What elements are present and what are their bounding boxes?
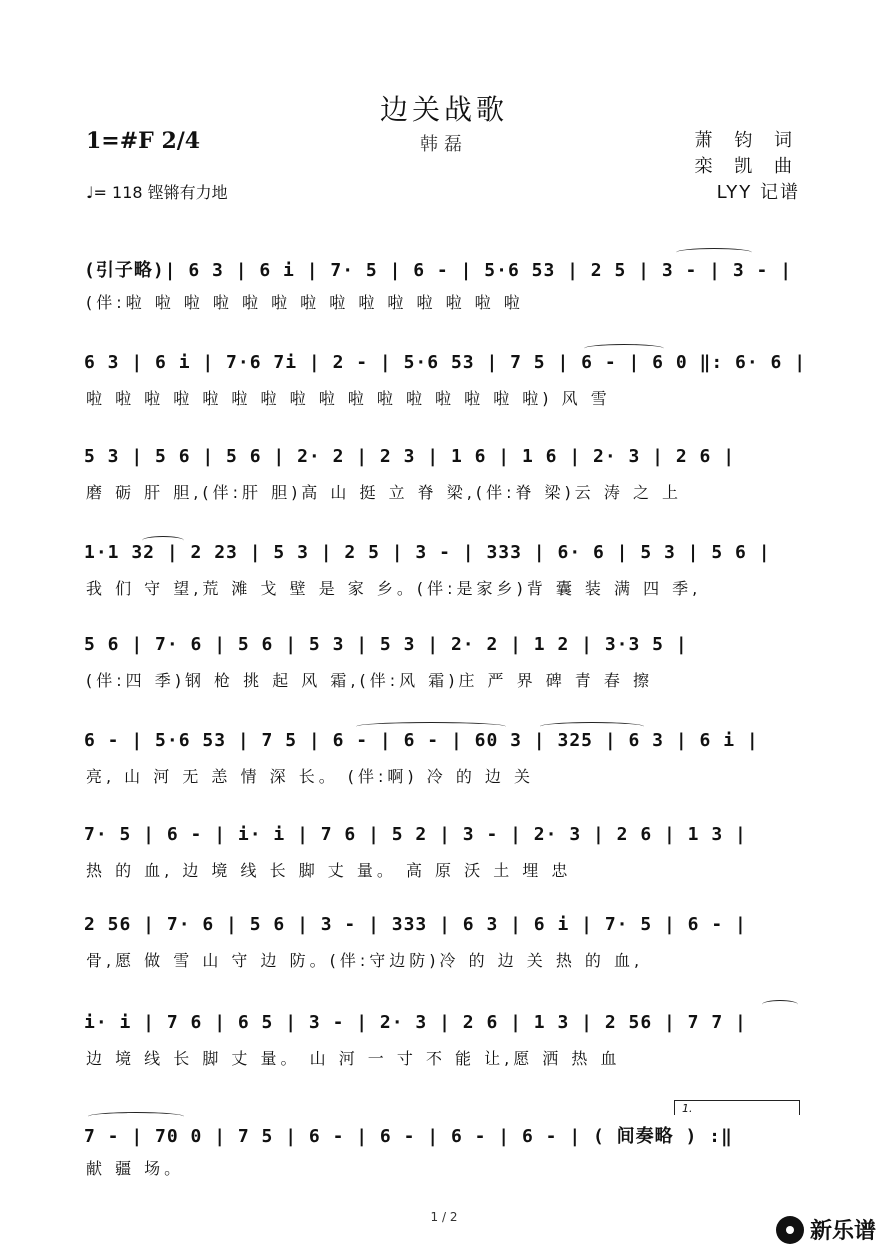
notation-line: 6 3 | 6 i | 7·6 7i | 2 - | 5·6 53 | 7 5 | 6 - | 6 0 ‖: 6· 6 | <box>84 352 807 373</box>
logo-text: 新乐谱 <box>809 1219 876 1244</box>
notation-line: 7· 5 | 6 - | i· i | 7 6 | 5 2 | 3 - | 2· 3 | 2 6 | 1 3 | <box>84 824 747 845</box>
lyric-line: 边 境 线 长 脚 丈 量。 山 河 一 寸 不 能 让,愿 洒 热 血 <box>86 1049 621 1068</box>
notation-line: 2 56 | 7· 6 | 5 6 | 3 - | 333 | 6 3 | 6 i | 7· 5 | 6 - | <box>84 914 747 935</box>
tie-arc <box>762 1000 798 1009</box>
notation-line: 5 6 | 7· 6 | 5 6 | 5 3 | 5 3 | 2· 2 | 1 2 | 3·3 5 | <box>84 634 688 655</box>
lyric-line: 亮, 山 河 无 恙 情 深 长。 (伴:啊) 冷 的 边 关 <box>86 767 534 786</box>
notation-line: 7 - | 70 0 | 7 5 | 6 - | 6 - | 6 - | 6 - | ( 间奏略 ) :‖ <box>84 1126 733 1147</box>
lyric-line: 热 的 血, 边 境 线 长 脚 丈 量。 高 原 沃 土 埋 忠 <box>86 861 572 880</box>
lyric-line: (伴:啦 啦 啦 啦 啦 啦 啦 啦 啦 啦 啦 啦 啦 啦 <box>86 293 524 312</box>
notation-line: 1·1 32 | 2 23 | 5 3 | 2 5 | 3 - | 333 | 6· 6 | 5 3 | 5 6 | <box>84 542 771 563</box>
notation-line: 6 - | 5·6 53 | 7 5 | 6 - | 6 - | 60 3 | 325 | 6 3 | 6 i | <box>84 730 759 751</box>
tie-arc <box>676 248 752 257</box>
tie-arc <box>584 344 664 353</box>
volta-bracket <box>674 1100 800 1115</box>
notation-line: i· i | 7 6 | 6 5 | 3 - | 2· 3 | 2 6 | 1 3 | 2 56 | 7 7 | <box>84 1012 747 1033</box>
key-signature: 1=#F 2/4 <box>86 128 201 154</box>
lyric-line: 献 疆 场。 <box>86 1159 185 1178</box>
tempo-marking: ♩= 118 铿锵有力地 <box>86 183 228 202</box>
singer-name: 韩磊 <box>420 134 468 155</box>
notation-line: (引子略)| 6 3 | 6 i | 7· 5 | 6 - | 5·6 53 | 2 5 | 3 - | 3 - | <box>84 260 793 281</box>
song-title: 边关战歌 <box>379 93 508 126</box>
notation-line: 5 3 | 5 6 | 5 6 | 2· 2 | 2 3 | 1 6 | 1 6 | 2· 3 | 2 6 | <box>84 446 736 467</box>
lyric-line: 骨,愿 做 雪 山 守 边 防。(伴:守边防)冷 的 边 关 热 的 血, <box>86 951 644 970</box>
site-logo <box>776 1214 876 1245</box>
lyric-line: 啦 啦 啦 啦 啦 啦 啦 啦 啦 啦 啦 啦 啦 啦 啦 啦) 风 雪 <box>86 389 611 408</box>
lyric-line: 我 们 守 望,荒 滩 戈 壁 是 家 乡。(伴:是家乡)背 囊 装 满 四 季, <box>86 579 702 598</box>
tie-arc <box>88 1112 184 1121</box>
transcriber-credit: LYY 记谱 <box>716 182 800 203</box>
tie-arc <box>142 536 184 545</box>
composer-credit: 栾 凯 曲 <box>694 156 800 177</box>
disc-icon <box>776 1216 804 1244</box>
lyric-line: 磨 砺 肝 胆,(伴:肝 胆)高 山 挺 立 脊 梁,(伴:脊 梁)云 涛 之 上 <box>86 483 683 502</box>
lyricist-credit: 萧 钧 词 <box>694 130 800 151</box>
volta-label: 1. <box>682 1102 693 1115</box>
lyric-line: (伴:四 季)钢 枪 挑 起 风 霜,(伴:风 霜)庄 严 界 碑 青 春 擦 <box>86 671 653 690</box>
tie-arc <box>356 722 506 731</box>
tie-arc <box>540 722 644 731</box>
page-number: 1 / 2 <box>430 1210 458 1224</box>
